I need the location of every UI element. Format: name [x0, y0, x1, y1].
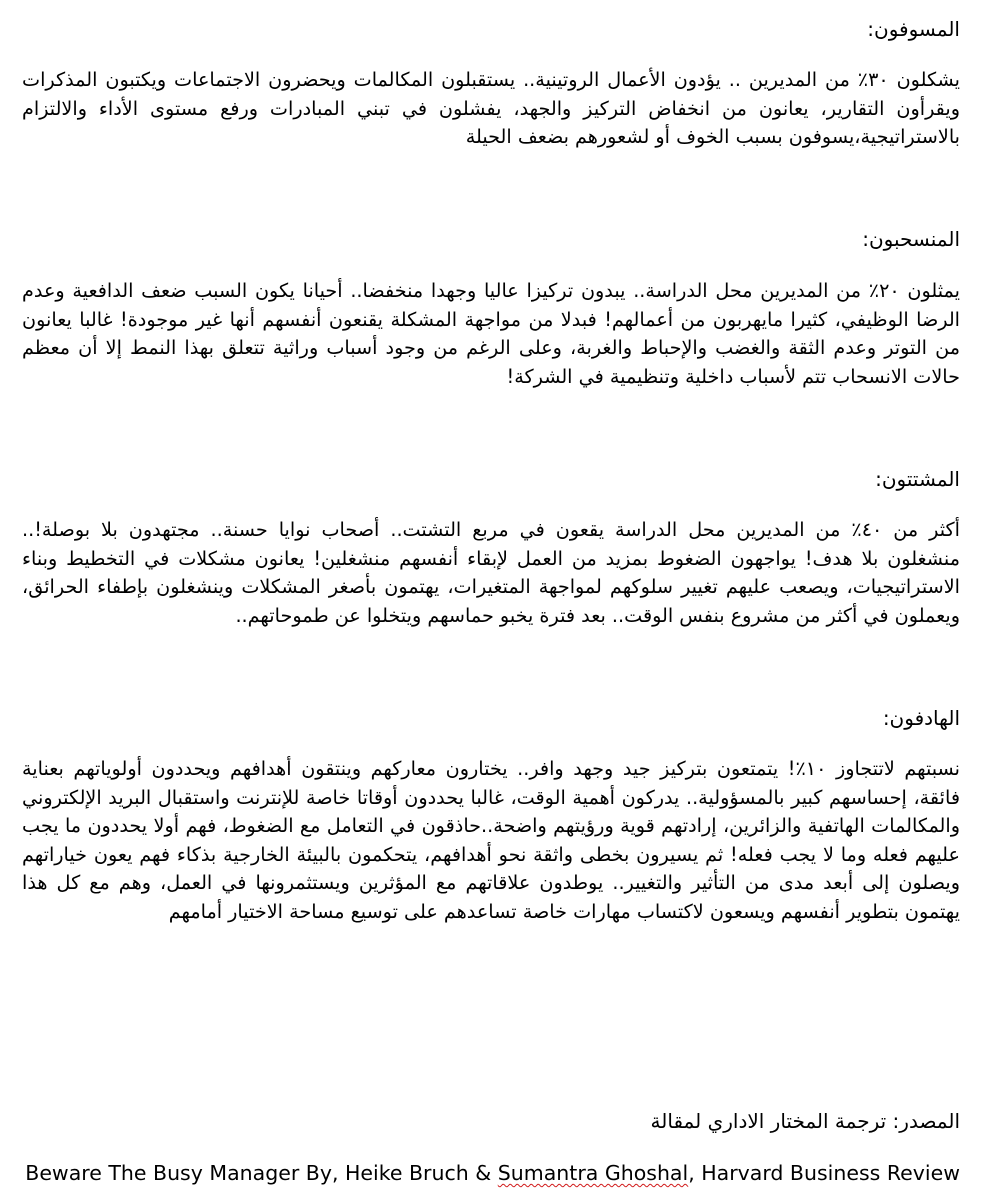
section-heading: المنسحبون:	[862, 227, 960, 251]
source-line: المصدر: ترجمة المختار الاداري لمقالة	[650, 1109, 960, 1133]
citation-line	[0, 1159, 960, 1187]
spellcheck-flagged-name[interactable]: Sumantra Ghoshal	[497, 1161, 689, 1185]
citation-text: , Harvard Business Review	[688, 1161, 960, 1185]
section-paragraph: يشكلون ٣٠٪ من المديرين .. يؤدون الأعمال الروتينية.. يستقبلون المكالمات ويحضرون الاجتماعات ويكتبون المذكرات ويقرأون التقارير، يعانون من انخفاض التركيز والجهد، يفشلون في تبني المبادرات ورفع مستوى الأداء والالتزام بالاستراتيجية،يسوفون بسبب الخوف أو لشعورهم بضعف الحيلة	[22, 68, 960, 148]
section-procrastinators	[22, 16, 960, 152]
section-disengaged	[22, 226, 960, 391]
section-heading: المسوفون:	[867, 17, 960, 41]
section-paragraph: يمثلون ٢٠٪ من المديرين محل الدراسة.. يبدون تركيزا عاليا وجهدا منخفضا.. أحيانا يكون السبب ضعف الدافعية وعدم الرضا الوظيفي، كثيرا مايهربون من أعمالهم! فبدلا من مواجهة المشكلة يقنعون أنفسهم أنها غير موجودة! غالبا يعانون من التوتر وعدم الثقة والغضب والإحباط والغربة، وعلى الرغم من وجود أسباب وراثية تتعلق بهذا النمط إلا أن معظم حالات الانسحاب تتم لأسباب داخلية وتنظيمية في الشركة!	[22, 279, 960, 388]
section-heading: المشتتون:	[875, 467, 960, 491]
citation-text: Beware The Busy Manager By, Heike Bruch &	[25, 1161, 498, 1185]
section-purposeful	[22, 705, 960, 926]
section-paragraph: أكثر من ٤٠٪ من المديرين محل الدراسة يقعون في مربع التشتت.. أصحاب نوايا حسنة.. مجتهدون بلا بوصلة!.. منشغلون بلا هدف! يواجهون الضغوط بمزيد من العمل لإبقاء أنفسهم منشغلين! يعانون مشكلات في التخطيط وبناء الاستراتيجيات، ويصعب عليهم تغيير سلوكهم لمواجهة المتغيرات، يهتمون بأصغر المشكلات وينشغلون بإطفاء الحرائق، ويعملون في أكثر من مشروع بنفس الوقت.. بعد فترة يخبو حماسهم ويتخلوا عن طموحاتهم..	[22, 518, 960, 627]
section-heading: الهادفون:	[882, 706, 960, 730]
section-distracted	[22, 466, 960, 630]
section-paragraph: نسبتهم لاتتجاوز ١٠٪! يتمتعون بتركيز جيد وجهد وافر.. يختارون معاركهم وينتقون أهدافهم ويحددون أولوياتهم بعناية فائقة، إحساسهم كبير بالمسؤولية.. يدركون أهمية الوقت، غالبا يحددون أوقاتا خاصة للإنترنت واستقبال البريد الإلكتروني والمكالمات الهاتفية والزائرين، إرادتهم قوية ورؤيتهم واضحة..حاذقون في التعامل مع الضغوط، فهم أولا يحددون ما يجب عليهم فعله وما لا يجب فعله! ثم يسيرون بخطى واثقة نحو أهدافهم، يتحكمون بالبيئة الخارجية بذكاء فهم يعون خياراتهم ويصلون إلى أبعد مدى من التأثير والتغيير.. يوطدون علاقاتهم مع المؤثرين ويستثمرونها في العمل، وهم مع كل هذا يهتمون بتطوير أنفسهم ويسعون لاكتساب مهارات خاصة تساعدهم على توسيع مساحة الاختيار أمامهم	[22, 757, 960, 923]
